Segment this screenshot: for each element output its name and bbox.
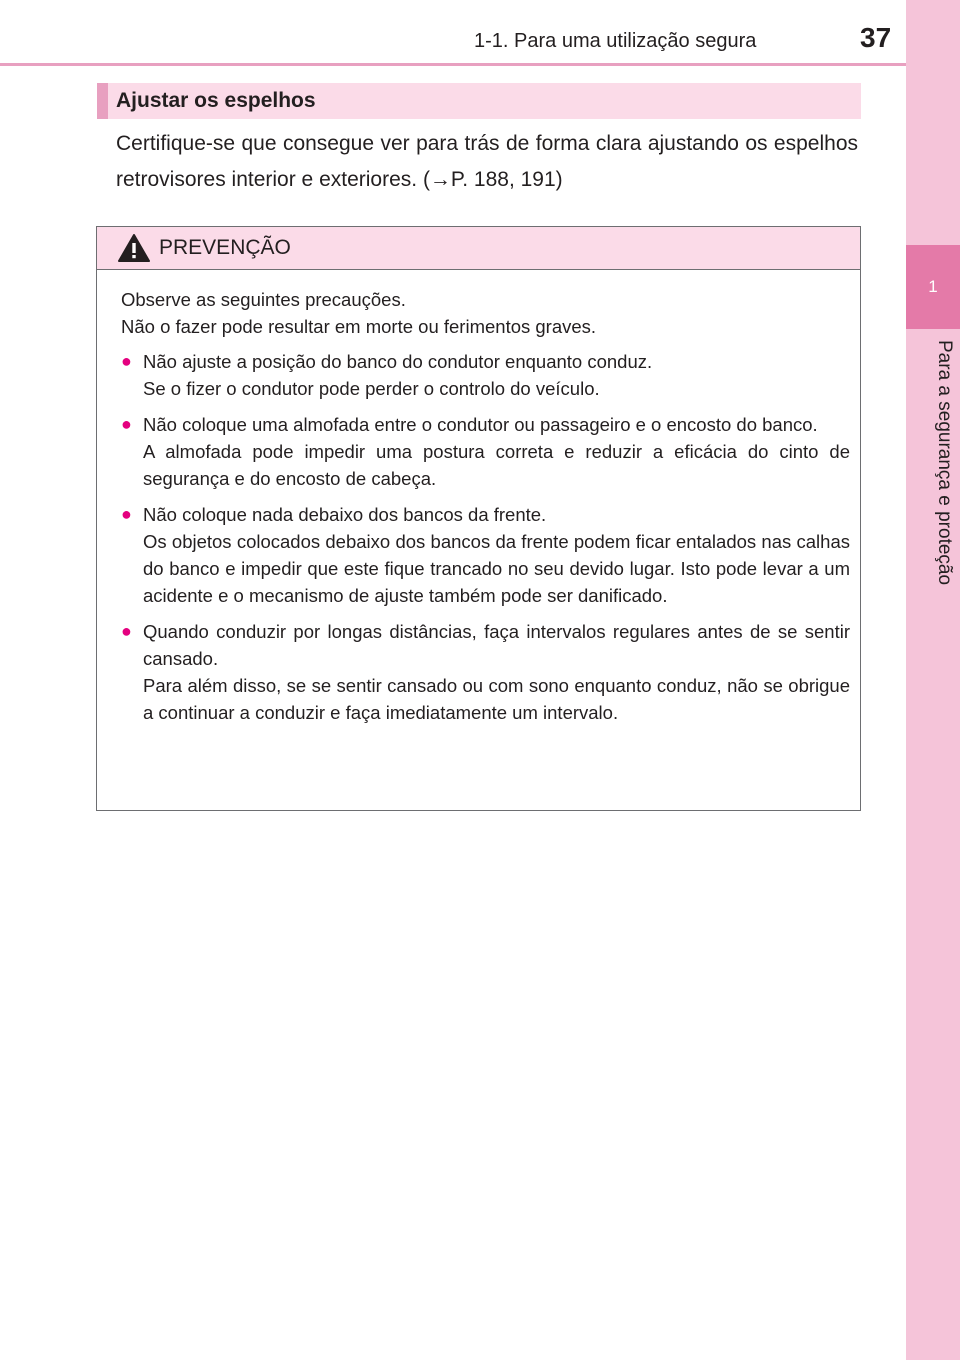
warning-item-line: Quando conduzir por longas distâncias, faça intervalos regulares antes de se sentir cansado. [143, 621, 850, 669]
warning-item-line: Se o fizer o condutor pode perder o controlo do veículo. [143, 378, 600, 399]
warning-intro [121, 286, 850, 340]
section-heading-text: Ajustar os espelhos [116, 89, 316, 112]
warning-header [97, 227, 860, 270]
warning-box [96, 226, 861, 811]
page-number: 37 [860, 22, 892, 53]
running-header-title: 1-1. Para uma utilização segura [474, 30, 757, 52]
warning-item-line: Não ajuste a posição do banco do condutor enquanto conduz. [143, 351, 653, 372]
bullet-icon: ● [121, 504, 132, 524]
warning-item-line: A almofada pode impedir uma postura correta e reduzir a eficácia do cinto de segurança e do encosto de cabeça. [143, 441, 850, 489]
warning-item-line: Não coloque uma almofada entre o condutor ou passageiro e o encosto do banco. [143, 414, 818, 435]
chapter-tab [906, 245, 960, 329]
section-heading [97, 83, 861, 119]
warning-item [121, 501, 850, 609]
warning-body [97, 270, 860, 726]
warning-item-line: Para além disso, se se sentir cansado ou com sono enquanto conduz, não se obrigue a continuar a conduzir e faça imediatamente um intervalo. [143, 675, 850, 723]
warning-item-line: Não coloque nada debaixo dos bancos da frente. [143, 504, 547, 525]
warning-intro-line: Observe as seguintes precauções. [121, 289, 406, 310]
bullet-icon: ● [121, 414, 132, 434]
bullet-icon: ● [121, 351, 132, 371]
warning-intro-line: Não o fazer pode resultar em morte ou ferimentos graves. [121, 316, 597, 337]
section-intro: Certifique-se que consegue ver para trás de forma clara ajustando os espelhos retrovisores interior e exteriores. (→P. 188, 191) [116, 132, 858, 191]
warning-item [121, 348, 850, 402]
warning-item-line: Os objetos colocados debaixo dos bancos da frente podem ficar entalados nas calhas do banco e impedir que este fique trancado no seu devido lugar. Isto pode levar a um acidente e o mecanismo de ajuste também pode ser danificado. [143, 531, 850, 606]
warning-item [121, 411, 850, 492]
chapter-label: Para a segurança e proteção [934, 340, 955, 586]
side-chapter-strip [906, 0, 960, 1360]
chapter-number: 1 [928, 277, 938, 296]
header-divider [0, 63, 906, 66]
bullet-icon: ● [121, 621, 132, 641]
warning-title: PREVENÇÃO [159, 236, 291, 259]
warning-triangle-icon [117, 233, 151, 263]
warning-item [121, 618, 850, 726]
